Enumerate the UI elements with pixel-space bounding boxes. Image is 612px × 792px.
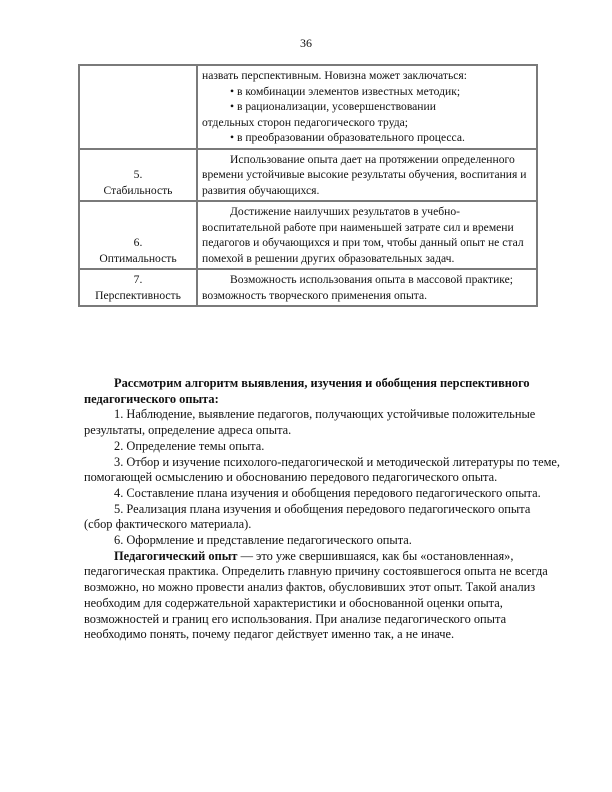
algorithm-step: 6. Оформление и представление педагогического опыта. [114, 533, 412, 548]
description-line: отдельных сторон педагогического труда; [202, 115, 408, 129]
criterion-description: Достижение наилучших результатов в учебно-воспитательной работе при наименьшей затрате сил и времени педагогов и обучающихся и при том, чтобы данный опыт не стал помехой в решении других образовательных задач. [202, 205, 524, 265]
criteria-table [78, 64, 538, 307]
algorithm-heading: Рассмотрим алгоритм выявления, изучения и обобщения перспективного педагогического опыта: [84, 376, 530, 406]
criterion-description-cell [197, 65, 537, 149]
criterion-name: Стабильность [103, 183, 173, 197]
criterion-number: 7. [133, 273, 143, 286]
definition-term: Педагогический опыт [114, 548, 238, 563]
criterion-name-cell [79, 201, 197, 269]
criterion-name-cell [79, 269, 197, 306]
table-row [79, 201, 537, 269]
criterion-description: Возможность использования опыта в массовой практике; возможность творческого применения опыта. [202, 273, 513, 302]
criterion-description: Использование опыта дает на протяжении определенного времени устойчивые высокие результаты обучения, воспитания и развития обучающихся. [202, 152, 527, 197]
algorithm-step: 5. Реализация плана изучения и обобщения передового педагогического опыта (сбор фактического материала). [84, 501, 531, 532]
criterion-description-cell [197, 149, 537, 202]
table-row [79, 149, 537, 202]
page-number: 36 [300, 36, 312, 50]
main-text [84, 376, 560, 643]
criterion-description-cell [197, 269, 537, 306]
criterion-description-cell [197, 201, 537, 269]
description-bullet: • в рационализации, усовершенствовании [230, 100, 436, 113]
criterion-name: Оптимальность [99, 251, 177, 265]
criterion-number: 6. [133, 236, 143, 249]
algorithm-step: 2. Определение темы опыта. [114, 438, 265, 453]
algorithm-step: 4. Составление плана изучения и обобщения передового педагогического опыта. [114, 485, 541, 500]
criterion-name: Перспективность [95, 288, 181, 302]
description-bullet: • в комбинации элементов известных методик; [230, 84, 461, 98]
description-line: назвать перспективным. Новизна может заключаться: [202, 69, 467, 82]
criterion-number: 5. [133, 168, 143, 181]
algorithm-step: 3. Отбор и изучение психолого-педагогической и методической литературы по теме, помогающей осмыслению и обоснованию передового педагогического опыта. [84, 454, 561, 485]
description-bullet: • в преобразовании образовательного процесса. [230, 131, 465, 144]
table-row [79, 65, 537, 149]
criterion-name-cell [79, 149, 197, 202]
criterion-name-cell [79, 65, 197, 149]
algorithm-step: 1. Наблюдение, выявление педагогов, получающих устойчивые положительные результаты, определение адреса опыта. [84, 407, 536, 438]
definition-paragraph [84, 549, 560, 643]
definition-text: — это уже свершившаяся, как бы «остановленная», педагогическая практика. Определить главную причину состоявшегося опыта не всегда возможно, но можно провести анализ фактов, обусловивших этот опыт. Такой анализ необходим для содержательной характеристики и обоснованной оценки опыта, возможностей и границ его использования. При анализе педагогического опыта необходимо понять, почему педагог действует именно так, а не иначе. [84, 548, 548, 642]
table-row [79, 269, 537, 306]
